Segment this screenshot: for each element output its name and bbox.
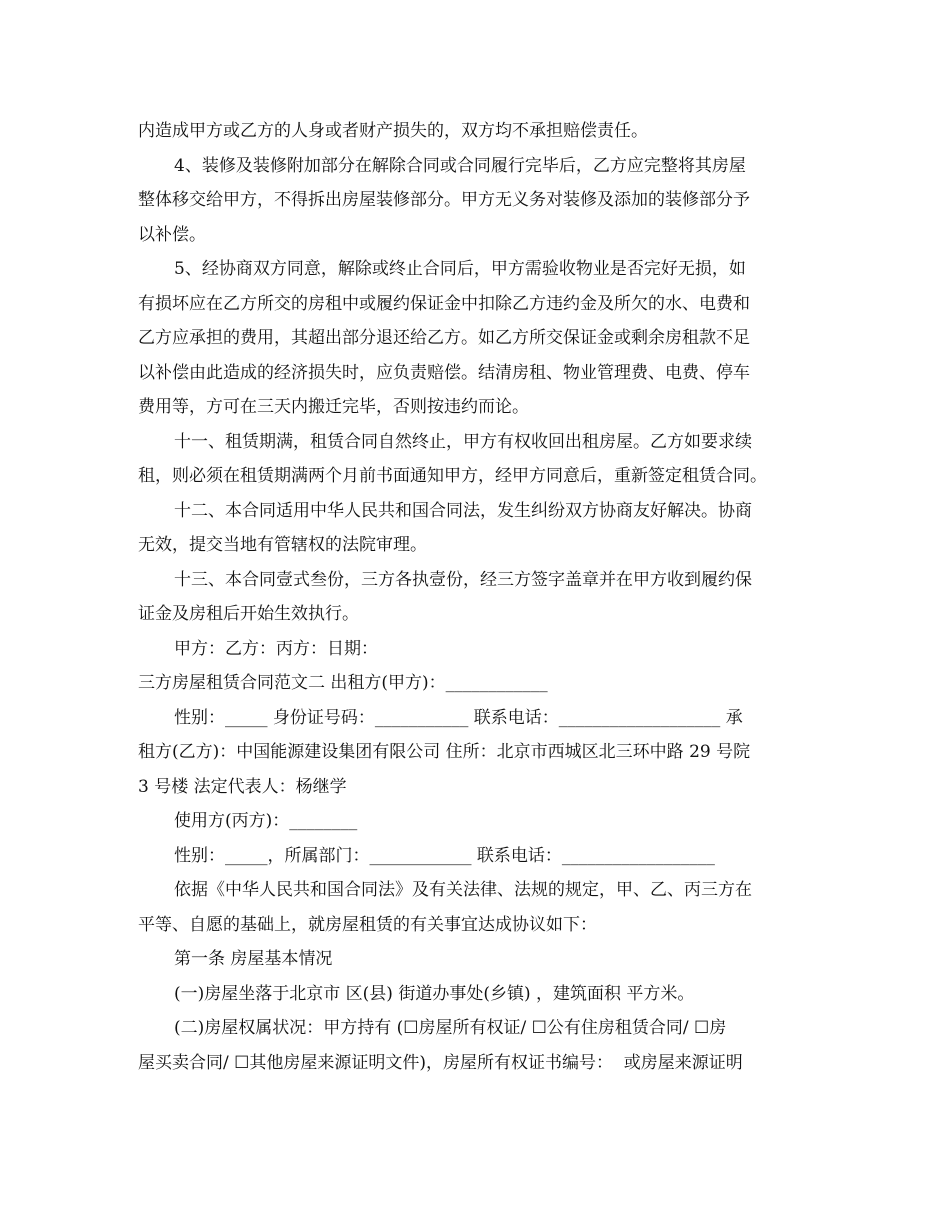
- text-line: 4、装修及装修附加部分在解除合同或合同履行完毕后，乙方应完整将其房屋: [174, 155, 746, 176]
- text-line: 使用方(丙方)：________: [174, 811, 358, 831]
- text-line: 证金及房租后开始生效执行。: [138, 604, 359, 624]
- text-line: 十一、租赁期满，租赁合同自然终止，甲方有权收回出租房屋。乙方如要求续: [174, 431, 752, 452]
- text-line: 性别：_____，所属部门：____________ 联系电话：__________________: [174, 845, 715, 866]
- text-line: 以补偿由此造成的经济损失时，应负责赔偿。结清房租、物业管理费、电费、停车: [138, 362, 750, 383]
- text-line: 屋买卖合同/ ☐其他房屋来源证明文件)，房屋所有权证书编号： 或房屋来源证明: [138, 1052, 743, 1073]
- text-line: 性别：_____ 身份证号码：___________ 联系电话：___________________ 承: [174, 707, 743, 728]
- text-line: 费用等，方可在三天内搬迁完毕，否则按违约而论。: [138, 397, 529, 417]
- text-line: 依据《中华人民共和国合同法》及有关法律、法规的规定，甲、乙、丙三方在: [174, 880, 752, 900]
- text-line: 有损坏应在乙方所交的房租中或履约保证金中扣除乙方违约金及所欠的水、电费和: [138, 293, 750, 314]
- text-line: 整体移交给甲方，不得拆出房屋装修部分。甲方无义务对装修及添加的装修部分予: [138, 190, 750, 210]
- text-line: 租，则必须在租赁期满两个月前书面通知甲方，经甲方同意后，重新签定租赁合同。: [138, 466, 767, 486]
- text-line: 十三、本合同壹式叁份，三方各执壹份，经三方签字盖章并在甲方收到履约保: [174, 569, 752, 590]
- text-line: 三方房屋租赁合同范文二 出租方(甲方)：____________: [138, 673, 548, 693]
- text-line: (一)房屋坐落于北京市 区(县) 街道办事处(乡镇) ，建筑面积 平方米。: [174, 983, 695, 1004]
- text-line: 第一条 房屋基本情况: [174, 949, 333, 969]
- text-line: 3 号楼 法定代表人：杨继学: [138, 776, 347, 797]
- text-line: 乙方应承担的费用，其超出部分退还给乙方。如乙方所交保证金或剩余房租款不足: [138, 328, 750, 348]
- text-line: 无效，提交当地有管辖权的法院审理。: [138, 535, 427, 555]
- text-line: (二)房屋权属状况：甲方持有 (☐房屋所有权证/ ☐公有住房租赁合同/ ☐房: [174, 1018, 727, 1038]
- text-line: 内造成甲方或乙方的人身或者财产损失的，双方均不承担赔偿责任。: [138, 121, 648, 141]
- text-line: 租方(乙方)：中国能源建设集团有限公司 住所：北京市西城区北三环中路 29 号院: [138, 742, 751, 762]
- text-line: 甲方：乙方：丙方：日期：: [174, 638, 378, 659]
- document-body: [138, 114, 818, 1080]
- text-line: 5、经协商双方同意，解除或终止合同后，甲方需验收物业是否完好无损，如: [174, 259, 746, 279]
- text-line: 平等、自愿的基础上，就房屋租赁的有关事宜达成协议如下：: [138, 914, 597, 935]
- text-line: 以补偿。: [138, 224, 206, 245]
- text-line: 十二、本合同适用中华人民共和国合同法，发生纠纷双方协商友好解决。协商: [174, 500, 752, 521]
